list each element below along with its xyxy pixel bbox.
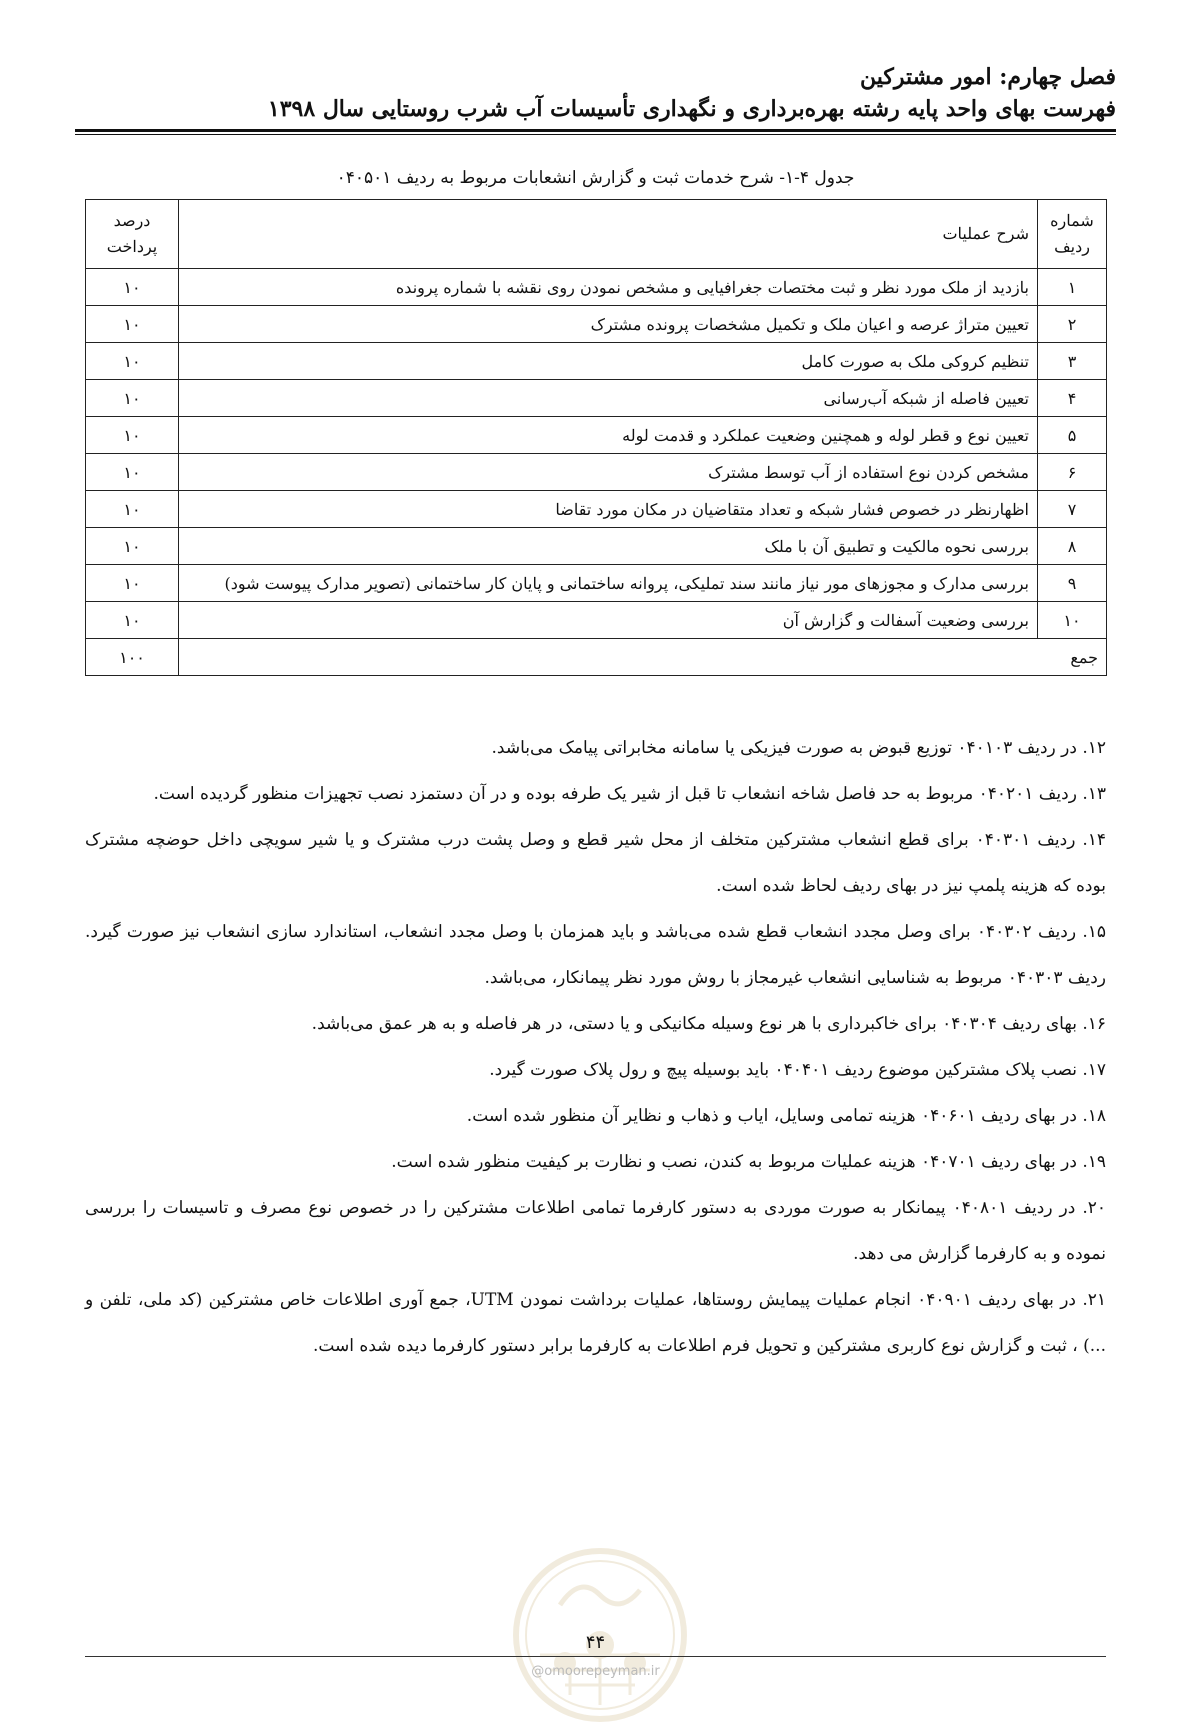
- operations-table: [85, 199, 1107, 676]
- table-row: [86, 602, 1107, 639]
- note-item: ۱۸. در بهای ردیف ۰۴۰۶۰۱ هزینه تمامی وسایل، ایاب و ذهاب و نظایر آن منظور شده است.: [466, 1106, 1106, 1126]
- row-description: بررسی مدارک و مجوزهای مور نیاز مانند سند تملیکی، پروانه ساختمانی و پایان کار ساختمانی (تصویر مدارک پیوست شود): [179, 565, 1038, 602]
- page-header: [75, 60, 1116, 126]
- row-number: ۱: [1038, 269, 1107, 306]
- row-description: بازدید از ملک مورد نظر و ثبت مختصات جغرافیایی و مشخص نمودن روی نقشه با شماره پرونده: [179, 269, 1038, 306]
- note-item: ۲۰. در ردیف ۰۴۰۸۰۱ پیمانکار به صورت موردی به دستور کارفرما تمامی اطلاعات مشترکین را در خصوص نوع مصرف و تاسیسات را بررسی نموده و به کارفرما گزارش می دهد.: [85, 1198, 1106, 1264]
- row-percent: ۱۰: [86, 343, 179, 380]
- header-rule-thick: [75, 129, 1116, 132]
- row-description: مشخص کردن نوع استفاده از آب توسط مشترک: [179, 454, 1038, 491]
- row-description: بررسی وضعیت آسفالت و گزارش آن: [179, 602, 1038, 639]
- total-label: جمع: [179, 639, 1107, 676]
- note-item: ۱۶. بهای ردیف ۰۴۰۳۰۴ برای خاکبرداری با هر نوع وسیله مکانیکی و یا دستی، در هر فاصله و به هر عمق می‌باشد.: [311, 1014, 1106, 1034]
- row-percent: ۱۰: [86, 528, 179, 565]
- table-total-row: [86, 639, 1107, 676]
- row-description: بررسی نحوه مالکیت و تطبیق آن با ملک: [179, 528, 1038, 565]
- table-row: [86, 528, 1107, 565]
- row-percent: ۱۰: [86, 269, 179, 306]
- note-item: ۱۹. در بهای ردیف ۰۴۰۷۰۱ هزینه عملیات مربوط به کندن، نصب و نظارت بر کیفیت منظور شده است.: [391, 1152, 1106, 1172]
- row-percent: ۱۰: [86, 380, 179, 417]
- row-description: تنظیم کروکی ملک به صورت کامل: [179, 343, 1038, 380]
- row-number: ۶: [1038, 454, 1107, 491]
- row-description: تعیین متراژ عرصه و اعیان ملک و تکمیل مشخصات پرونده مشترک: [179, 306, 1038, 343]
- note-item: ۱۴. ردیف ۰۴۰۳۰۱ برای قطع انشعاب مشترکین متخلف از محل شیر قطع و وصل پشت درب مشترک و یا شیر سویچی داخل حوضچه مشترک بوده که هزینه پلمپ نیز در بهای ردیف لحاظ شده است.: [85, 830, 1106, 896]
- row-number: ۴: [1038, 380, 1107, 417]
- note-item: ۲۱. در بهای ردیف ۰۴۰۹۰۱ انجام عملیات پیمایش روستاها، عملیات برداشت نمودن UTM، جمع آوری اطلاعات خاص مشترکین (کد ملی، تلفن و ...) ، ثبت و گزارش نوع کاربری مشترکین و تحویل فرم اطلاعات به کارفرما برابر دستور کارفرما دیده شده است.: [85, 1290, 1107, 1356]
- table-body: [86, 269, 1107, 639]
- table-row: [86, 454, 1107, 491]
- header-payment-percent: درصد پرداخت: [86, 200, 179, 269]
- row-percent: ۱۰: [86, 306, 179, 343]
- document-title: فهرست بهای واحد پایه رشته بهره‌برداری و نگهداری تأسیسات آب شرب روستایی سال ۱۳۹۸: [267, 96, 1116, 122]
- table-row: [86, 380, 1107, 417]
- header-rule-thin: [75, 134, 1116, 135]
- note-item: ۱۲. در ردیف ۰۴۰۱۰۳ توزیع قبوض به صورت فیزیکی یا سامانه مخابراتی پیامک می‌باشد.: [491, 738, 1106, 758]
- table-row: [86, 343, 1107, 380]
- row-percent: ۱۰: [86, 565, 179, 602]
- row-description: تعیین نوع و قطر لوله و همچنین وضعیت عملکرد و قدمت لوله: [179, 417, 1038, 454]
- row-number: ۷: [1038, 491, 1107, 528]
- site-watermark: @omoorepeyman.ir: [531, 1664, 660, 1679]
- header-row-number: شماره ردیف: [1038, 200, 1107, 269]
- table-row: [86, 491, 1107, 528]
- row-number: ۵: [1038, 417, 1107, 454]
- table-header-row: [86, 200, 1107, 269]
- table-row: [86, 417, 1107, 454]
- table-caption: جدول ۴-۱- شرح خدمات ثبت و گزارش انشعابات مربوط به ردیف ۰۴۰۵۰۱: [336, 168, 855, 188]
- row-number: ۹: [1038, 565, 1107, 602]
- row-description: اظهارنظر در خصوص فشار شبکه و تعداد متقاضیان در مکان مورد تقاضا: [179, 491, 1038, 528]
- page-number: ۴۴: [585, 1632, 606, 1653]
- row-number: ۱۰: [1038, 602, 1107, 639]
- footer-rule: [85, 1656, 1106, 1657]
- row-number: ۸: [1038, 528, 1107, 565]
- row-description: تعیین فاصله از شبکه آب‌رسانی: [179, 380, 1038, 417]
- note-item: ۱۵. ردیف ۰۴۰۳۰۲ برای وصل مجدد انشعاب قطع شده می‌باشد و باید همزمان با وصل مجدد انشعاب، استاندارد سازی انشعاب نیز صورت گیرد. ردیف ۰۴۰۳۰۳ مربوط به شناسایی انشعاب غیرمجاز با روش مورد نظر پیمانکار، می‌باشد.: [85, 922, 1106, 988]
- total-value: ۱۰۰: [86, 639, 179, 676]
- row-number: ۳: [1038, 343, 1107, 380]
- notes-list: [85, 725, 1106, 1369]
- note-item: ۱۳. ردیف ۰۴۰۲۰۱ مربوط به حد فاصل شاخه انشعاب تا قبل از شیر یک طرفه بوده و در آن دستمزد نصب تجهیزات منظور گردیده است.: [153, 784, 1106, 804]
- table-row: [86, 306, 1107, 343]
- chapter-title: فصل چهارم: امور مشترکین: [860, 64, 1116, 90]
- note-item: ۱۷. نصب پلاک مشترکین موضوع ردیف ۰۴۰۴۰۱ باید بوسیله پیچ و رول پلاک صورت گیرد.: [489, 1060, 1106, 1080]
- header-description: شرح عملیات: [179, 200, 1038, 269]
- table-row: [86, 565, 1107, 602]
- row-percent: ۱۰: [86, 602, 179, 639]
- row-percent: ۱۰: [86, 454, 179, 491]
- row-percent: ۱۰: [86, 491, 179, 528]
- row-percent: ۱۰: [86, 417, 179, 454]
- table-row: [86, 269, 1107, 306]
- row-number: ۲: [1038, 306, 1107, 343]
